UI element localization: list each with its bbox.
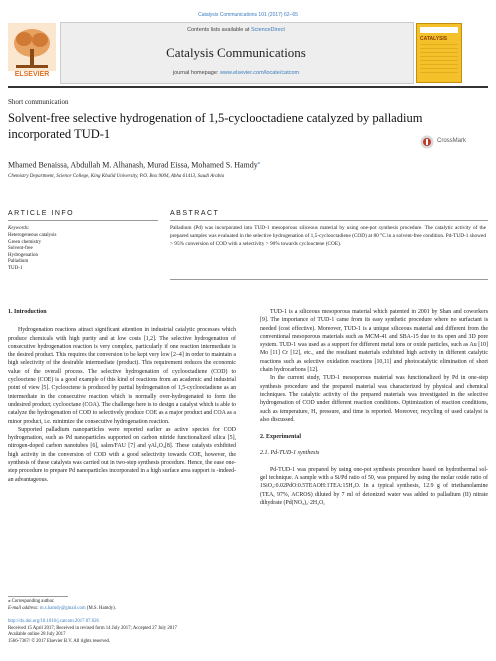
cover-title: CATALYSIS xyxy=(420,36,448,42)
email-suffix: (M.S. Hamdy). xyxy=(85,605,116,611)
left-column xyxy=(8,308,236,484)
tud1-paragraph: TUD-1 is a siliceous mesoporous material which patented in 2001 by Shan and coworkers [9]. The importance of TUD-1 came from its easy synthetic procedure where no surfactant is needed (cost effective). Moreover, TUD-1 is a unique siliceous material and different from the conventional mesoporous materials such as MCM-41 and SBA-15 due to its open and 3D pore system. TUD-1 was used as a support for different metal ions or oxide particles, such as Au [10] Mo [11] Cr [12], etc., and the resultant materials exhibited high activity in different catalytic reactions such as selective oxidation reactions [10,11] and photocatalytic elimination of short chain hydrocarbons [12]. xyxy=(260,309,488,374)
crossmark-badge[interactable] xyxy=(420,134,480,150)
journal-title: Catalysis Communications xyxy=(166,45,306,60)
footnote-rule xyxy=(8,596,68,597)
abstract-bottom-rule xyxy=(170,279,488,280)
publication-info xyxy=(8,619,408,645)
experimental-heading: 2. Experimental xyxy=(260,434,301,441)
crossmark-label: CrossMark xyxy=(437,138,467,144)
contents-prefix: Contents lists available at xyxy=(187,27,251,33)
keyword: TUD-1 xyxy=(8,265,23,271)
keyword: Heterogeneous catalysis xyxy=(8,233,57,238)
email-link[interactable]: m.s.hamdy@gmail.com xyxy=(39,605,86,611)
authors: Mhamed Benaissa, Abdullah M. Alhanash, Murad Eissa, Mohamed S. Hamdy xyxy=(8,160,258,170)
keyword: Hydrogenation xyxy=(8,252,38,258)
right-column xyxy=(260,308,488,507)
elsevier-logo xyxy=(8,23,56,81)
footnotes xyxy=(8,599,308,612)
abstract-rule xyxy=(170,220,488,221)
copyright: 1566-7367/ © 2017 Elsevier B.V. All rights reserved. xyxy=(8,638,111,644)
sciencedirect-link[interactable]: ScienceDirect xyxy=(250,27,285,33)
keyword: Palladium xyxy=(8,259,29,264)
homepage-link[interactable]: www.elsevier.com/locate/catcom xyxy=(219,70,300,76)
introduction-heading: 1. Introduction xyxy=(8,309,47,315)
header-rule xyxy=(8,86,488,88)
intro-paragraph-1: Hydrogenation reactions attract significant attention in industrial catalytic processes which produce chemicals with high purity and at low costs [1,2]. The selective hydrogenation of consecutive hydrogenation reaction is very complex, particularly if one reaction intermediate is the desired product. This requires the conversion to be kept very low [2–4] in order to maintain a high selectivity of the desirable intermediate (product). This requirement reduces the economic value of the overall process. The selective hydrogenation of cyclooctadiene (COD) to cyclooctene (COE) is a good example of this kind of reactions from an academic and industrial point of view [5]. Cyclooctene is produced by partial hydrogenation of 1,5-cyclooctadiene as an intermediate in the consecutive reaction which is normally over-hydrogenated to form the undesired product; cyclooctane (COA). The challenge here is to design a catalyst which is able to catalyze the hydrogenation of COD to selectively produce COE as a major product and COA as a minor product, i.e. minimize the consecutive hydrogenation reaction. xyxy=(8,327,236,425)
homepage-prefix: journal homepage: xyxy=(172,70,220,76)
email-label: E-mail address: xyxy=(8,605,40,611)
article-type: Short communication xyxy=(8,98,69,106)
crossmark-icon xyxy=(420,135,434,149)
received-dates: Received 15 April 2017; Received in revised form 14 July 2017; Accepted 27 July 2017 xyxy=(8,625,177,631)
abstract-text: Palladium (Pd) was incorporated into TUD-1 mesoporous siliceous material by using one-pot synthesis procedure. The catalytic activity of the prepared samples was evaluated in the selective hydrogenation of 1,5-cyclooctadiene (COD) at 80 °C in a solvent-free condition. Pd-TUD-1 showed > 95% conversion of COD with a selectivity > 90% towards cyclooctene (COE). xyxy=(170,225,486,247)
paper-title: Solvent-free selective hydrogenation of 1,5-cyclooctadiene catalyzed by palladium incorporated TUD-1 xyxy=(8,111,423,141)
article-info-rule xyxy=(8,220,158,221)
keywords-label: Keywords: xyxy=(8,226,30,231)
abstract-heading: ABSTRACT xyxy=(170,210,220,217)
elsevier-wordmark: ELSEVIER xyxy=(14,71,50,78)
article-info-heading: ARTICLE INFO xyxy=(8,210,75,217)
corresponding-author-note: ⁎ Corresponding author. xyxy=(8,599,55,604)
doi-link[interactable]: http://dx.doi.org/10.1016/j.catcom.2017.07.026 xyxy=(8,619,99,624)
intro-paragraph-2: Supported palladium nanoparticles were reported earlier as active species for COD hydrogenation, such as Pd nanoparticles supported on carbon nitride functionalized silica [5], nitrogen-doped carbon nanotubes [6], salen/FAU [7] and γAl₂O₃[8]. These catalysts exhibited high activity in the conversion of COD with a good selectivity towards COE, however, the synthesis of these catalysts was carried out in two-step synthesis procedure. Hence, the ease one-step procedure to prepare Pd nanoparticles incorporated in a high surface area support is -indeed- an advantageous. xyxy=(8,426,236,483)
online-date: Available online 28 July 2017 xyxy=(8,632,66,637)
author-list xyxy=(8,160,260,170)
affiliation: Chemistry Department, Science College, King Khalid University, P.O. Box 9004, Abha 61413, Saudi Arabia xyxy=(8,174,225,179)
corresponding-author-mark[interactable]: ⁎ xyxy=(257,161,261,166)
synthesis-subheading: 2.1. Pd-TUD-1 synthesis xyxy=(260,450,320,457)
email-line xyxy=(8,606,308,613)
synthesis-paragraph: Pd-TUD-1 was prepared by using one-pot synthesis procedure based on hydrothermal sol-gel technique. A sample with a Si/Pd ratio of 50, was prepared by using the molar oxide ratio of 1SiO₂:0.02PdO:0.5TEAOH:1TEA:15H₂O. In a typical synthesis, 12.9 g of triethanolamine (TEA, 97%, ACROS) diluted by 7 ml of deionized water was added to palladium (II) nitrate dihydrate (Pd(NO₃)₂·2H₂O, xyxy=(260,466,488,506)
keyword: Solvent-free xyxy=(8,246,33,251)
current-study-paragraph: In the current study, TUD-1 mesoporous material was functionalized by Pd in one-step synthesis procedure and the prepared material was characterized by physical and chemical techniques. The catalytic activity of the prepared materials was investigated in the selective hydrogenation of COD under different reaction conditions. Optimization of reaction conditions, such as temperature, H₂ pressure, and time is reported. Moreover, recycling of used catalyst is also discussed. xyxy=(260,375,488,423)
keyword: Green chemistry xyxy=(8,239,42,245)
journal-cover xyxy=(416,23,462,83)
journal-homepage xyxy=(60,70,412,76)
keyword-list xyxy=(8,233,56,272)
contents-line xyxy=(60,27,412,33)
journal-reference[interactable]: Catalysis Communications 101 (2017) 62–65 xyxy=(198,12,298,18)
